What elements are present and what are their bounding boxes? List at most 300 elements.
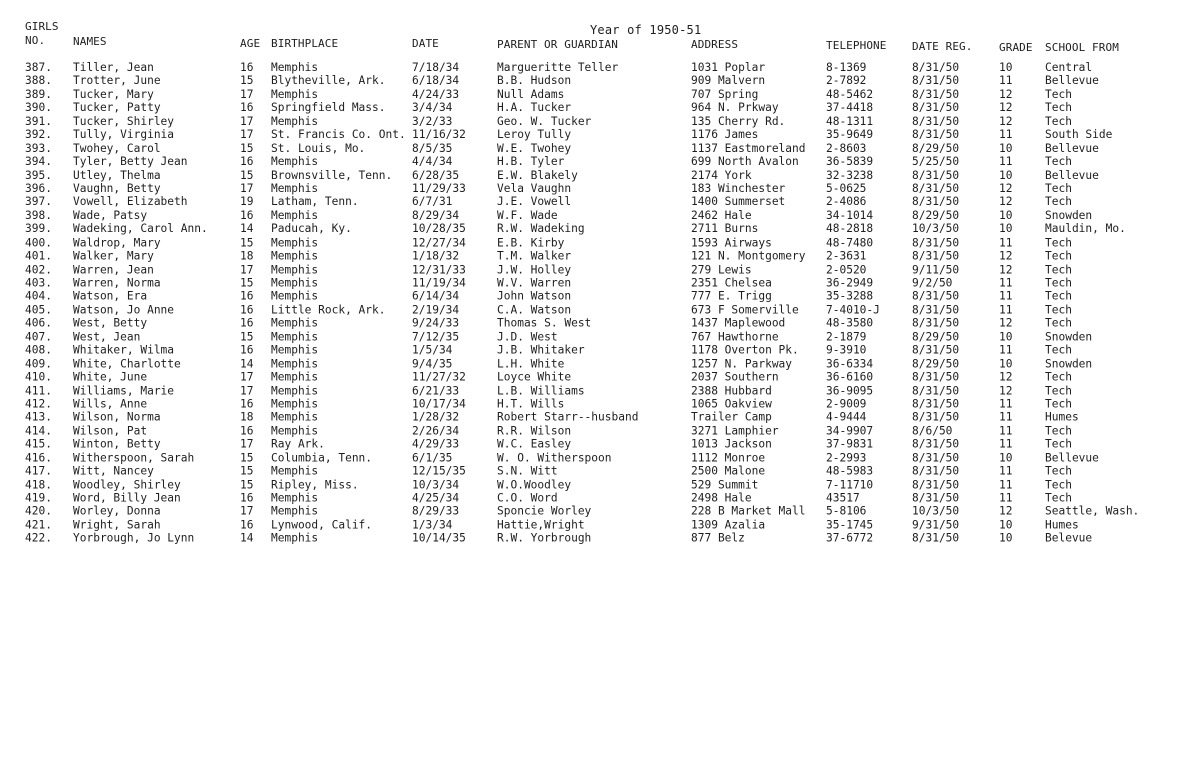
header-birthplace: BIRTHPLACE [271, 37, 339, 50]
grade: 10 [999, 518, 1013, 532]
table-row [0, 61, 1200, 74]
address: 1178 Overton Pk. [691, 343, 799, 357]
telephone: 8-1369 [826, 61, 867, 74]
telephone: 4-9444 [826, 410, 867, 424]
parent-guardian: R.R. Wilson [497, 424, 572, 438]
address: 877 Belz [691, 532, 745, 546]
telephone: 48-5462 [826, 87, 874, 101]
student-age: 19 [240, 195, 254, 209]
student-age: 17 [240, 370, 254, 384]
parent-guardian: C.O. Word [497, 491, 558, 505]
girl-number: 410. [25, 370, 52, 384]
date-registered: 8/31/50 [912, 101, 960, 115]
parent-guardian: Sponcie Worley [497, 505, 592, 519]
table-row [0, 532, 1200, 545]
student-name: Trotter, June [73, 74, 161, 88]
birthplace: St. Louis, Mo. [271, 141, 366, 155]
address: 964 N. Prkway [691, 101, 779, 115]
table-row [0, 492, 1200, 505]
address: 2388 Hubbard [691, 383, 772, 397]
birthplace: Springfield Mass. [271, 101, 386, 115]
school-from: Snowden [1045, 357, 1093, 371]
grade: 11 [999, 303, 1013, 317]
student-name: West, Betty [73, 316, 148, 330]
student-name: Waldrop, Mary [73, 235, 161, 249]
school-from: Bellevue [1045, 451, 1099, 465]
birthplace: Memphis [271, 114, 319, 128]
student-name: Winton, Betty [73, 437, 161, 451]
girl-number: 411. [25, 383, 52, 397]
address: 279 Lewis [691, 262, 752, 276]
student-age: 17 [240, 182, 254, 196]
school-from: South Side [1045, 128, 1113, 142]
grade: 12 [999, 87, 1013, 101]
address: 1137 Eastmoreland [691, 141, 806, 155]
date-registered: 10/3/50 [912, 222, 960, 236]
student-age: 16 [240, 155, 254, 169]
table-row [0, 169, 1200, 182]
girl-number: 419. [25, 491, 52, 505]
school-from: Humes [1045, 410, 1079, 424]
girl-number: 400. [25, 235, 52, 249]
telephone: 2-7892 [826, 74, 867, 88]
table-row [0, 371, 1200, 384]
school-from: Tech [1045, 276, 1072, 290]
school-from: Tech [1045, 424, 1072, 438]
grade: 10 [999, 330, 1013, 344]
parent-guardian: Leroy Tully [497, 128, 572, 142]
parent-guardian: E.W. Blakely [497, 168, 578, 182]
school-from: Tech [1045, 370, 1072, 384]
table-row [0, 465, 1200, 478]
student-name: Warren, Norma [73, 276, 161, 290]
school-from: Tech [1045, 249, 1072, 263]
parent-guardian: H.B. Tyler [497, 155, 565, 169]
student-age: 16 [240, 518, 254, 532]
table-row [0, 519, 1200, 532]
parent-guardian: W.C. Easley [497, 437, 572, 451]
school-from: Central [1045, 61, 1093, 74]
header-age: AGE [240, 37, 261, 50]
table-row [0, 357, 1200, 370]
student-name: Twohey, Carol [73, 141, 161, 155]
girl-number: 394. [25, 155, 52, 169]
address: 673 F Somerville [691, 303, 799, 317]
address: 121 N. Montgomery [691, 249, 806, 263]
birth-date: 8/5/35 [412, 141, 453, 155]
address: 777 E. Trigg [691, 289, 772, 303]
birth-date: 7/12/35 [412, 330, 460, 344]
header-address: ADDRESS [691, 38, 739, 51]
address: 1013 Jackson [691, 437, 772, 451]
telephone: 34-9907 [826, 424, 874, 438]
student-name: Worley, Donna [73, 505, 161, 519]
date-registered: 8/31/50 [912, 451, 960, 465]
grade: 11 [999, 155, 1013, 169]
table-row [0, 142, 1200, 155]
date-registered: 8/31/50 [912, 195, 960, 209]
school-from: Snowden [1045, 209, 1093, 223]
student-age: 17 [240, 383, 254, 397]
grade: 10 [999, 168, 1013, 182]
girl-number: 401. [25, 249, 52, 263]
parent-guardian: L.B. Williams [497, 383, 585, 397]
grade: 12 [999, 262, 1013, 276]
birth-date: 6/1/35 [412, 451, 453, 465]
student-age: 16 [240, 61, 254, 74]
telephone: 43517 [826, 491, 860, 505]
parent-guardian: J.B. Whitaker [497, 343, 585, 357]
address: 3271 Lamphier [691, 424, 779, 438]
address: 183 Winchester [691, 182, 786, 196]
school-from: Tech [1045, 87, 1072, 101]
school-from: Mauldin, Mo. [1045, 222, 1126, 236]
telephone: 9-3910 [826, 343, 867, 357]
parent-guardian: E.B. Kirby [497, 235, 565, 249]
parent-guardian: Margueritte Teller [497, 61, 619, 74]
address: 1112 Monroe [691, 451, 766, 465]
telephone: 32-3238 [826, 168, 874, 182]
birth-date: 8/29/34 [412, 209, 460, 223]
birthplace: Columbia, Tenn. [271, 451, 373, 465]
student-name: Yorbrough, Jo Lynn [73, 532, 195, 546]
date-registered: 8/31/50 [912, 235, 960, 249]
telephone: 7-4010-J [826, 303, 880, 317]
date-registered: 8/31/50 [912, 87, 960, 101]
table-row [0, 115, 1200, 128]
birth-date: 11/19/34 [412, 276, 466, 290]
grade: 12 [999, 114, 1013, 128]
telephone: 2-3631 [826, 249, 867, 263]
birthplace: St. Francis Co. Ont. [271, 128, 406, 142]
girl-number: 402. [25, 262, 52, 276]
birthplace: Little Rock, Ark. [271, 303, 386, 317]
parent-guardian: John Watson [497, 289, 572, 303]
table-row [0, 411, 1200, 424]
address: 529 Summit [691, 478, 759, 492]
birthplace: Memphis [271, 276, 319, 290]
school-from: Tech [1045, 478, 1072, 492]
birth-date: 7/18/34 [412, 61, 460, 74]
address: 1437 Maplewood [691, 316, 786, 330]
student-age: 16 [240, 289, 254, 303]
birthplace: Memphis [271, 370, 319, 384]
table-row [0, 330, 1200, 343]
birth-date: 6/14/34 [412, 289, 460, 303]
telephone: 48-7480 [826, 235, 874, 249]
table-row [0, 451, 1200, 464]
birth-date: 10/28/35 [412, 222, 466, 236]
parent-guardian: Thomas S. West [497, 316, 592, 330]
birth-date: 2/19/34 [412, 303, 460, 317]
address: 2711 Burns [691, 222, 759, 236]
birthplace: Paducah, Ky. [271, 222, 352, 236]
student-name: Warren, Jean [73, 262, 154, 276]
student-name: Wadeking, Carol Ann. [73, 222, 208, 236]
date-registered: 8/31/50 [912, 61, 960, 74]
address: 2037 Southern [691, 370, 779, 384]
date-registered: 8/29/50 [912, 141, 960, 155]
address: 707 Spring [691, 87, 759, 101]
telephone: 35-9649 [826, 128, 874, 142]
parent-guardian: C.A. Watson [497, 303, 572, 317]
table-row [0, 182, 1200, 195]
telephone: 48-3580 [826, 316, 874, 330]
birthplace: Memphis [271, 424, 319, 438]
student-age: 16 [240, 491, 254, 505]
date-registered: 10/3/50 [912, 505, 960, 519]
telephone: 5-8106 [826, 505, 867, 519]
birthplace: Memphis [271, 155, 319, 169]
grade: 12 [999, 249, 1013, 263]
telephone: 2-2993 [826, 451, 867, 465]
grade: 12 [999, 182, 1013, 196]
girl-number: 420. [25, 505, 52, 519]
student-age: 15 [240, 330, 254, 344]
birthplace: Memphis [271, 464, 319, 478]
address: 1031 Poplar [691, 61, 766, 74]
girl-number: 388. [25, 74, 52, 88]
header-date: DATE [412, 37, 439, 50]
girl-number: 421. [25, 518, 52, 532]
parent-guardian: S.N. Witt [497, 464, 558, 478]
student-name: Vowell, Elizabeth [73, 195, 188, 209]
grade: 12 [999, 383, 1013, 397]
telephone: 36-6334 [826, 357, 874, 371]
date-registered: 8/31/50 [912, 370, 960, 384]
parent-guardian: L.H. White [497, 357, 565, 371]
date-registered: 8/31/50 [912, 128, 960, 142]
address: 1309 Azalia [691, 518, 766, 532]
student-age: 18 [240, 249, 254, 263]
student-name: Tully, Virginia [73, 128, 175, 142]
girl-number: 412. [25, 397, 52, 411]
parent-guardian: Geo. W. Tucker [497, 114, 592, 128]
date-registered: 8/29/50 [912, 357, 960, 371]
student-age: 17 [240, 128, 254, 142]
student-age: 16 [240, 303, 254, 317]
address: 2174 York [691, 168, 752, 182]
student-list [0, 61, 1200, 545]
parent-guardian: Loyce White [497, 370, 572, 384]
address: 1593 Airways [691, 235, 772, 249]
birth-date: 12/15/35 [412, 464, 466, 478]
table-row [0, 303, 1200, 316]
telephone: 7-11710 [826, 478, 874, 492]
student-age: 18 [240, 410, 254, 424]
parent-guardian: W.F. Wade [497, 209, 558, 223]
table-row [0, 88, 1200, 101]
telephone: 37-9831 [826, 437, 874, 451]
birth-date: 1/28/32 [412, 410, 460, 424]
student-age: 17 [240, 262, 254, 276]
school-from: Tech [1045, 182, 1072, 196]
school-from: Seattle, Wash. [1045, 505, 1140, 519]
birth-date: 10/17/34 [412, 397, 466, 411]
header-date-reg: DATE REG. [912, 40, 973, 53]
table-row [0, 317, 1200, 330]
date-registered: 8/31/50 [912, 303, 960, 317]
address: 2500 Malone [691, 464, 766, 478]
student-name: Tyler, Betty Jean [73, 155, 188, 169]
student-age: 15 [240, 74, 254, 88]
birth-date: 11/27/32 [412, 370, 466, 384]
birth-date: 6/28/35 [412, 168, 460, 182]
parent-guardian: J.W. Holley [497, 262, 572, 276]
date-registered: 8/31/50 [912, 491, 960, 505]
girl-number: 399. [25, 222, 52, 236]
table-row [0, 397, 1200, 410]
girl-number: 391. [25, 114, 52, 128]
student-name: Tiller, Jean [73, 61, 154, 74]
birthplace: Memphis [271, 249, 319, 263]
table-row [0, 155, 1200, 168]
telephone: 36-5839 [826, 155, 874, 169]
student-name: Watson, Jo Anne [73, 303, 175, 317]
girl-number: 415. [25, 437, 52, 451]
telephone: 37-4418 [826, 101, 874, 115]
telephone: 2-9009 [826, 397, 867, 411]
header-school-from: SCHOOL FROM [1045, 41, 1119, 54]
grade: 10 [999, 61, 1013, 74]
birthplace: Memphis [271, 289, 319, 303]
grade: 12 [999, 370, 1013, 384]
address: 2462 Hale [691, 209, 752, 223]
school-from: Tech [1045, 464, 1072, 478]
student-age: 15 [240, 451, 254, 465]
birthplace: Memphis [271, 209, 319, 223]
girl-number: 395. [25, 168, 52, 182]
student-age: 16 [240, 316, 254, 330]
birthplace: Memphis [271, 87, 319, 101]
header-no-line2: NO. [25, 34, 46, 47]
school-from: Tech [1045, 437, 1072, 451]
student-age: 17 [240, 87, 254, 101]
birth-date: 12/27/34 [412, 235, 466, 249]
school-from: Belevue [1045, 532, 1093, 546]
table-row [0, 222, 1200, 235]
girl-number: 416. [25, 451, 52, 465]
birthplace: Latham, Tenn. [271, 195, 359, 209]
birthplace: Ripley, Miss. [271, 478, 359, 492]
school-from: Tech [1045, 316, 1072, 330]
telephone: 37-6772 [826, 532, 874, 546]
birth-date: 1/18/32 [412, 249, 460, 263]
birth-date: 10/14/35 [412, 532, 466, 546]
birth-date: 6/18/34 [412, 74, 460, 88]
student-name: West, Jean [73, 330, 141, 344]
telephone: 2-1879 [826, 330, 867, 344]
school-from: Bellevue [1045, 74, 1099, 88]
table-row [0, 128, 1200, 141]
girl-number: 409. [25, 357, 52, 371]
birthplace: Memphis [271, 505, 319, 519]
grade: 12 [999, 505, 1013, 519]
parent-guardian: J.E. Vowell [497, 195, 572, 209]
grade: 11 [999, 410, 1013, 424]
parent-guardian: R.W. Yorbrough [497, 532, 592, 546]
birth-date: 8/29/33 [412, 505, 460, 519]
date-registered: 8/31/50 [912, 437, 960, 451]
student-age: 17 [240, 437, 254, 451]
birthplace: Ray Ark. [271, 437, 325, 451]
parent-guardian: Null Adams [497, 87, 565, 101]
student-age: 17 [240, 505, 254, 519]
grade: 12 [999, 101, 1013, 115]
student-name: Witherspoon, Sarah [73, 451, 195, 465]
school-from: Tech [1045, 195, 1072, 209]
table-row [0, 424, 1200, 437]
grade: 10 [999, 141, 1013, 155]
table-row [0, 263, 1200, 276]
telephone: 36-2949 [826, 276, 874, 290]
date-registered: 9/31/50 [912, 518, 960, 532]
grade: 12 [999, 316, 1013, 330]
school-from: Tech [1045, 155, 1072, 169]
date-registered: 5/25/50 [912, 155, 960, 169]
date-registered: 8/31/50 [912, 478, 960, 492]
parent-guardian: T.M. Walker [497, 249, 572, 263]
date-registered: 8/31/50 [912, 114, 960, 128]
telephone: 35-3288 [826, 289, 874, 303]
birthplace: Memphis [271, 383, 319, 397]
girl-number: 405. [25, 303, 52, 317]
birthplace: Memphis [271, 182, 319, 196]
grade: 10 [999, 222, 1013, 236]
date-registered: 8/29/50 [912, 209, 960, 223]
telephone: 48-5983 [826, 464, 874, 478]
date-registered: 8/31/50 [912, 316, 960, 330]
school-from: Tech [1045, 383, 1072, 397]
date-registered: 9/2/50 [912, 276, 953, 290]
parent-guardian: W.V. Warren [497, 276, 572, 290]
student-name: Wilson, Norma [73, 410, 161, 424]
parent-guardian: Vela Vaughn [497, 182, 572, 196]
school-from: Tech [1045, 114, 1072, 128]
date-registered: 8/31/50 [912, 74, 960, 88]
telephone: 2-8603 [826, 141, 867, 155]
student-age: 16 [240, 424, 254, 438]
parent-guardian: R.W. Wadeking [497, 222, 585, 236]
birth-date: 3/2/33 [412, 114, 453, 128]
grade: 11 [999, 478, 1013, 492]
girl-number: 403. [25, 276, 52, 290]
birthplace: Blytheville, Ark. [271, 74, 386, 88]
parent-guardian: Hattie,Wright [497, 518, 585, 532]
telephone: 35-1745 [826, 518, 874, 532]
table-row [0, 344, 1200, 357]
parent-guardian: H.A. Tucker [497, 101, 572, 115]
table-row [0, 101, 1200, 114]
date-registered: 8/29/50 [912, 330, 960, 344]
student-name: Witt, Nancey [73, 464, 154, 478]
grade: 11 [999, 491, 1013, 505]
date-registered: 8/31/50 [912, 289, 960, 303]
birth-date: 4/25/34 [412, 491, 460, 505]
school-from: Snowden [1045, 330, 1093, 344]
date-registered: 8/31/50 [912, 383, 960, 397]
student-age: 16 [240, 397, 254, 411]
school-from: Humes [1045, 518, 1079, 532]
address: 1257 N. Parkway [691, 357, 793, 371]
birth-date: 11/29/33 [412, 182, 466, 196]
student-name: Whitaker, Wilma [73, 343, 175, 357]
girl-number: 398. [25, 209, 52, 223]
student-name: Tucker, Patty [73, 101, 161, 115]
girl-number: 408. [25, 343, 52, 357]
birth-date: 12/31/33 [412, 262, 466, 276]
student-name: Williams, Marie [73, 383, 175, 397]
